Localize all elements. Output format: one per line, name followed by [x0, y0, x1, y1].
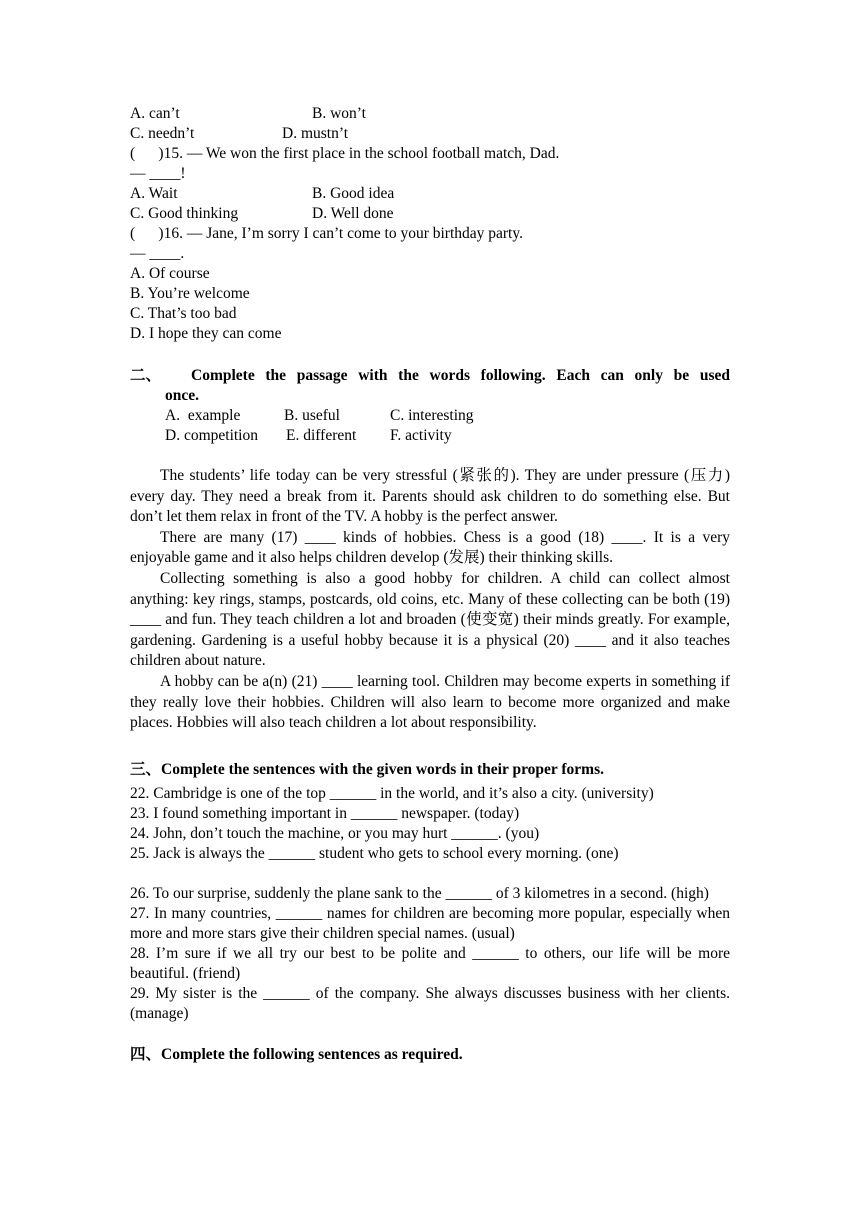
passage-paragraph-4: A hobby can be a(n) (21) ____ learning tool. Children may become experts in something if they really love their hobbies. Children will also learn to become more organized and make places. Hobbies will also teach children a lot about responsibility.	[130, 672, 730, 732]
word-bank-row-2	[130, 426, 730, 446]
passage-paragraph-2: There are many (17) ____ kinds of hobbies. Chess is a good (18) ____. It is a very enjoyable game and it also helps children develop (发展) their thinking skills.	[130, 528, 730, 567]
q16-stem: ( )16. — Jane, I’m sorry I can’t come to your birthday party.	[130, 225, 523, 242]
word-bank-c: C. interesting	[390, 407, 474, 424]
q15-options-row-2	[130, 204, 730, 224]
q14-option-a: A. can’t	[130, 105, 180, 122]
q27: 27. In many countries, ______ names for children are becoming more popular, especially when more and more stars give their children special names. (usual)	[130, 904, 730, 942]
q14-option-c: C. needn’t	[130, 125, 195, 142]
section2-heading-line2: once.	[165, 387, 200, 404]
q16-option-c: C. That’s too bad	[130, 305, 237, 322]
q16-reply: — ____.	[130, 245, 185, 262]
q15-option-d: D. Well done	[312, 205, 394, 222]
q22: 22. Cambridge is one of the top ______ in the world, and it’s also a city. (university)	[130, 784, 654, 802]
q29: 29. My sister is the ______ of the company. She always discusses business with her clients. (manage)	[130, 984, 730, 1022]
q16-option-a: A. Of course	[130, 265, 210, 282]
word-bank-e: E. different	[286, 427, 357, 444]
q25: 25. Jack is always the ______ student who gets to school every morning. (one)	[130, 844, 619, 862]
word-bank-d: D. competition	[165, 427, 258, 444]
word-bank-b: B. useful	[284, 407, 340, 424]
passage-paragraph-1: The students’ life today can be very stressful (紧张的). They are under pressure (压力) every day. They need a break from it. Parents should ask children to do something else. But don’t let them relax in front of the TV. A hobby is the perfect answer.	[130, 467, 730, 526]
word-bank-row-1	[130, 406, 730, 426]
q16-option-b: B. You’re welcome	[130, 285, 250, 302]
section3-heading: 三、Complete the sentences with the given words in their proper forms.	[130, 760, 604, 778]
section2-heading-line1: Complete the passage with the words following. Each can only be used	[191, 367, 730, 384]
q14-options-row-2	[130, 124, 730, 144]
passage-paragraph-3: Collecting something is also a good hobby for children. A child can collect almost anything: key rings, stamps, postcards, old coins, etc. Many of these collecting can be both (19) ____ and fun. They teach children a lot and broaden (使变宽) their minds greatly. For example, gardening. Gardening is a useful hobby because it is a physical (20) ____ and it also teaches children about nature.	[130, 569, 730, 670]
q15-reply: — ____!	[130, 165, 186, 182]
section2-number: 二、	[130, 367, 162, 384]
q23: 23. I found something important in ______ newspaper. (today)	[130, 804, 520, 822]
section4-heading: 四、Complete the following sentences as required.	[130, 1045, 463, 1063]
q28: 28. I’m sure if we all try our best to be polite and ______ to others, our life will be more beautiful. (friend)	[130, 944, 730, 982]
q14-option-d: D. mustn’t	[282, 125, 349, 142]
worksheet-page	[130, 104, 730, 1065]
word-bank-f: F. activity	[390, 427, 452, 444]
q24: 24. John, don’t touch the machine, or you may hurt ______. (you)	[130, 824, 540, 842]
word-bank-a: A. example	[165, 407, 241, 424]
q14-options-row-1	[130, 104, 730, 124]
q15-stem: ( )15. — We won the first place in the school football match, Dad.	[130, 145, 560, 162]
q15-option-c: C. Good thinking	[130, 205, 239, 222]
section2-heading	[130, 366, 730, 386]
q26: 26. To our surprise, suddenly the plane sank to the ______ of 3 kilometres in a second. (high)	[130, 884, 709, 902]
q16-option-d: D. I hope they can come	[130, 325, 282, 342]
q15-option-b: B. Good idea	[312, 185, 395, 202]
q15-options-row-1	[130, 184, 730, 204]
q15-option-a: A. Wait	[130, 185, 178, 202]
q14-option-b: B. won’t	[312, 105, 366, 122]
